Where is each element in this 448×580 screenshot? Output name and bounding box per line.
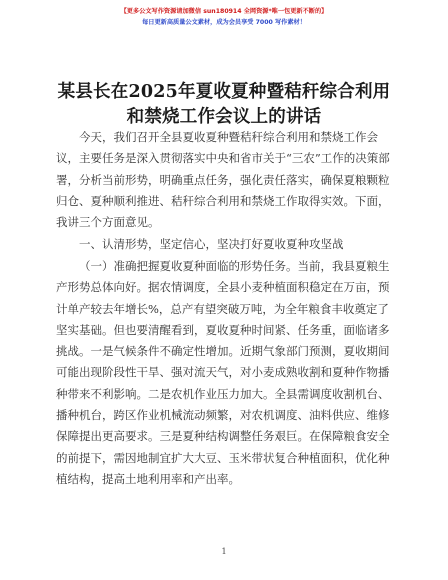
body-paragraph-1: （一）准确把握夏收夏种面临的形势任务。当前，我县夏粮生产形势总体向好。据农情调度，全县小麦种植面积稳定在万亩，预计单产较去年增长%，总产有望突破万吨，为全年粮食丰收奠定了坚实基础。但也要清醒看到，夏收夏种时间紧、任务重，面临诸多挑战。一是气候条件不确定性增加。近期气象部门预测，夏收期间可能出现阶段性干旱、强对流天气，对小麦成熟收割和夏种作物播种带来不利影响。二是农机作业压力加大。全县需调度收割机台、播种机台，跨区作业机械流动频繁，对农机调度、油料供应、维修保障提出更高要求。三是夏种结构调整任务艰巨。在保障粮食安全的前提下，需因地制宜扩大大豆、玉米带状复合种植面积，优化种植结构，提高土地利用率和产出率。 [56, 259, 390, 486]
section-heading-1: 一、认清形势，坚定信心，坚决打好夏收夏种攻坚战 [79, 237, 344, 251]
page-number: 1 [221, 547, 227, 556]
document-title: 某县长在2025年夏收夏种暨秸秆综合利用和禁烧工作会议上的讲话 [57, 82, 391, 127]
promo-banner-line1: 【更多公文写作资源请加微信 sun180914 全网资源*唯一包更新不断的】 [120, 8, 328, 15]
intro-paragraph: 今天，我们召开全县夏收夏种暨秸秆综合利用和禁烧工作会议，主要任务是深入贯彻落实中央和省市关于“三农”工作的决策部署，分析当前形势，明确重点任务，强化责任落实，确保夏粮颗粒归仓、夏种顺利推进、秸秆综合利用和禁烧工作取得实效。下面，我讲三个方面意见。 [56, 130, 390, 230]
promo-banner-line2: 每日更新高质量公文素材，成为会员享受 7000 写作素材！ [142, 19, 306, 26]
